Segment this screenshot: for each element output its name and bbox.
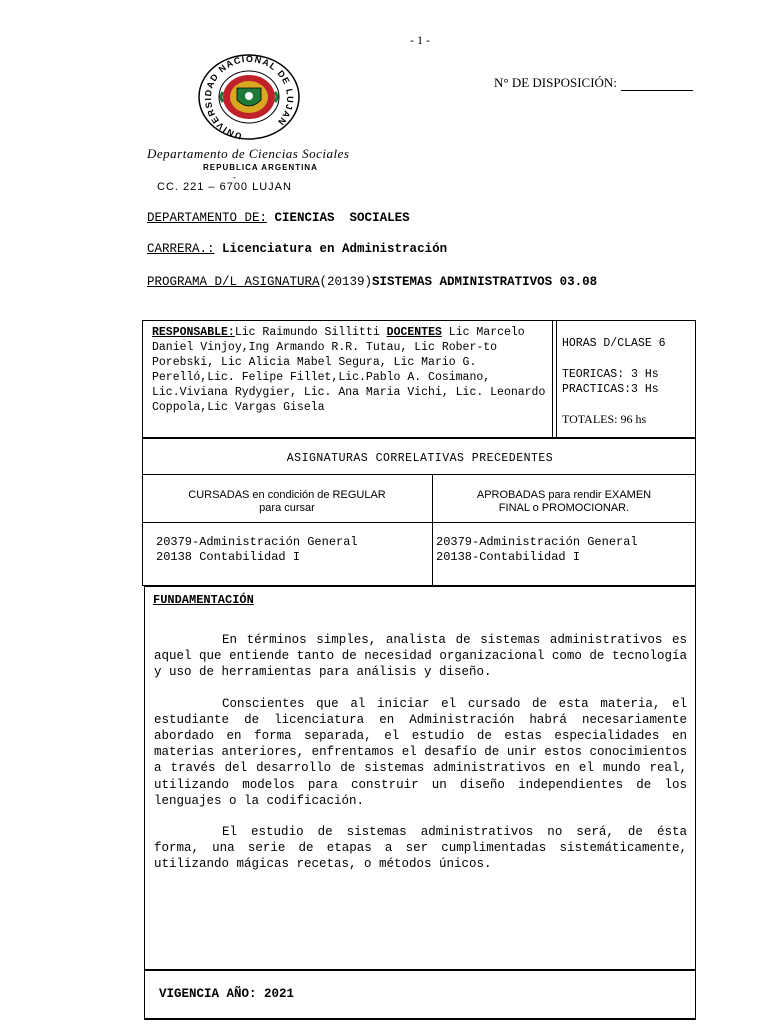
horas-totales: TOTALES: 96 hs: [562, 412, 647, 426]
box-divider-inner: [556, 320, 557, 438]
programa-code: (20139): [319, 275, 373, 289]
university-seal-logo: [193, 52, 305, 142]
box-divider: [552, 320, 553, 438]
departamento-label: DEPARTAMENTO DE:: [147, 211, 268, 225]
table-rule: [142, 522, 696, 523]
fundamentacion-paragraph: El estudio de sistemas administrativos no será, de ésta forma, una serie de etapas a ser cumplimentadas sistemáticamente, utilizando mágicas recetas, o métodos únicos.: [154, 825, 687, 872]
responsable-value: Lic Raimundo Sillitti: [234, 326, 380, 339]
docentes-label: DOCENTES: [386, 326, 442, 339]
vigencia-label: VIGENCIA AÑO: 2021: [159, 987, 295, 1001]
vigencia-double-rule: [144, 1018, 696, 1019]
horas-clase: HORAS D/CLASE 6: [562, 337, 666, 350]
programa-line: [147, 275, 597, 289]
col2-header-line1: APROBADAS para rendir EXAMEN: [476, 489, 652, 501]
col2-header: [432, 489, 696, 515]
correlativas-title: ASIGNATURAS CORRELATIVAS PRECEDENTES: [286, 452, 554, 465]
fundamentacion-paragraph: En términos simples, analista de sistemas administrativos es aquel que entiende tanto de necesidad organizacional como de tecnología y uso de herramientas para análisis y diseño.: [154, 633, 687, 680]
fundamentacion-title: FUNDAMENTACIÓN: [153, 593, 254, 607]
disposicion-blank-line: [621, 77, 693, 91]
carrera-label: CARRERA.:: [147, 242, 215, 256]
programa-label: PROGRAMA D/L ASIGNATURA: [147, 275, 320, 289]
col1-value: 20138 Contabilidad I: [156, 550, 301, 564]
table-rule: [142, 474, 696, 475]
horas-practicas: PRACTICAS:3 Hs: [562, 383, 659, 396]
horas-teoricas: TEORICAS: 3 Hs: [562, 368, 659, 381]
country-label: REPUBLICA ARGENTINA: [203, 163, 318, 172]
carrera-value: Licenciatura en Administración: [222, 242, 448, 256]
responsable-label: RESPONSABLE:: [152, 326, 235, 339]
carrera-line: [147, 242, 447, 256]
seal-ring-text: UNIVERSIDAD NACIONAL DE LUJAN: [202, 53, 296, 142]
fundamentacion-body: [154, 632, 687, 888]
col1-header-line2: para cursar: [259, 502, 315, 514]
col1-values: [156, 535, 358, 565]
col2-header-line2: FINAL o PROMOCIONAR.: [498, 502, 630, 514]
disposicion-label: N° DE DISPOSICIÓN:: [494, 75, 617, 90]
departamento-line: [147, 211, 410, 225]
col1-value: 20379-Administración General: [156, 535, 358, 549]
programa-value: SISTEMAS ADMINISTRATIVOS 03.08: [372, 275, 598, 289]
departamento-value: CIENCIAS SOCIALES: [274, 211, 410, 225]
col1-header-line1: CURSADAS en condición de REGULAR: [188, 489, 386, 501]
col2-value: 20138-Contabilidad I: [436, 550, 581, 564]
separator-dash: -: [233, 172, 236, 182]
col1-header: [142, 489, 432, 515]
col2-value: 20379-Administración General: [436, 535, 638, 549]
page-number: - 1 -: [410, 33, 430, 47]
docentes-value: Lic Marcelo Daniel Vinjoy,Ing Armando R.R. Tutau, Lic Rober-to Porebski, Lic Alicia Mabel Segura, Lic Mario G. Perelló,Lic. Felipe Fillet,Lic.Pablo A. Cosimano, Lic.Viviana Rydygier, Lic. Ana Maria Vichi, Lic. Leonardo Coppola,Lic Vargas Gisela: [152, 326, 546, 414]
fundamentacion-paragraph: Conscientes que al iniciar el cursado de esta materia, el estudiante de licenciatura en Administración habrá necesariamente abordado en forma separada, el estudio de estas especialidades en materias anteriores, enfrentamos el desafío de unir estos conocimientos a través del desarrollo de sistemas administrativos en el mundo real, utilizando modelos para construir un diseño independientes de los lenguajes o la codificación.: [154, 696, 687, 808]
disposicion-field: [494, 75, 693, 91]
postal-address: CC. 221 – 6700 LUJAN: [157, 181, 292, 193]
responsables-text: [152, 325, 547, 415]
col2-values: [436, 535, 638, 565]
department-script-name: Departamento de Ciencias Sociales: [147, 146, 350, 161]
